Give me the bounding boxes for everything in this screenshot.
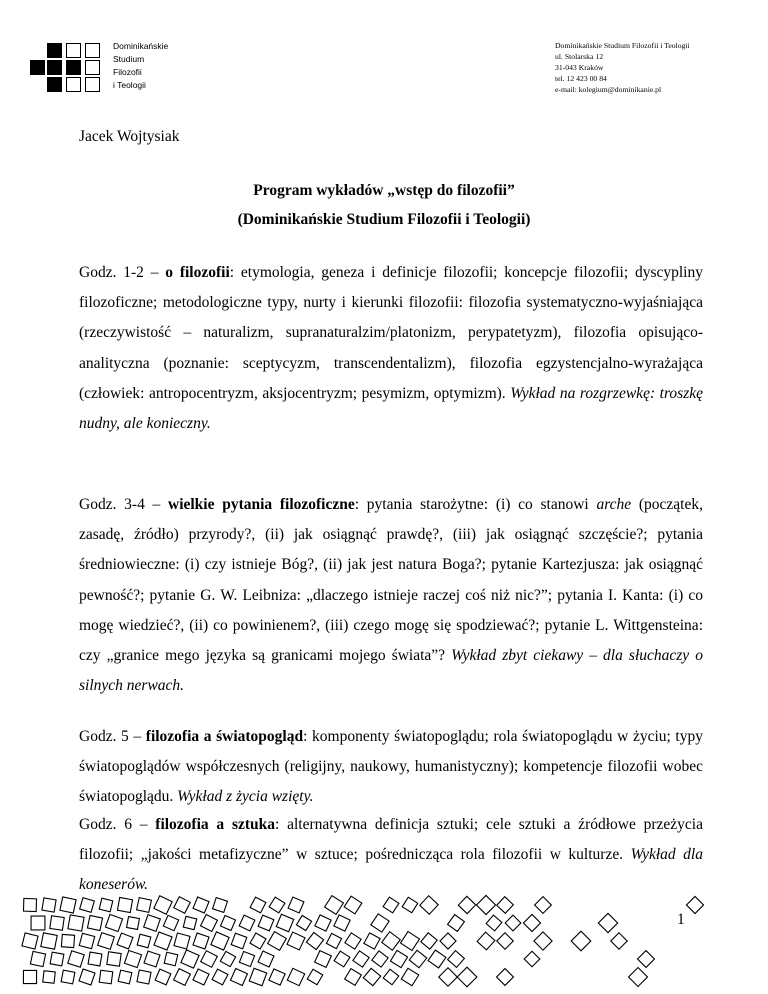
decorative-square	[220, 915, 235, 930]
logo-square	[85, 60, 100, 75]
section-note: Wykład na rozgrzewkę: troszkę nudny, ale konieczny.	[79, 384, 703, 433]
logo-text-line: Dominikańskie	[113, 41, 169, 51]
decorative-square	[193, 969, 209, 985]
decorative-square	[79, 933, 94, 948]
decorative-square	[629, 968, 648, 987]
decorative-square	[571, 931, 591, 951]
decorative-square	[353, 951, 369, 967]
contact-city: 31-043 Kraków	[555, 63, 604, 72]
decorative-square	[23, 970, 36, 983]
decorative-square	[611, 933, 627, 949]
decorative-square	[201, 915, 218, 932]
decorative-square	[638, 951, 655, 968]
decorative-square	[409, 950, 427, 968]
logo-square	[85, 43, 100, 58]
decorative-square	[201, 951, 218, 968]
section-paragraph	[79, 810, 703, 901]
decorative-square	[137, 970, 151, 984]
logo-square	[47, 77, 62, 92]
decorative-square	[440, 933, 456, 949]
author-name: Jacek Wojtysiak	[79, 128, 180, 145]
contact-institution: Dominikańskie Studium Filozofii i Teologii	[555, 41, 690, 50]
decorative-square	[212, 969, 228, 985]
decorative-square	[30, 951, 45, 966]
decorative-square	[22, 933, 38, 949]
section-lead: Godz. 1-2 –	[79, 264, 166, 281]
section-topic: filozofia a sztuka	[155, 816, 276, 833]
decorative-square	[249, 968, 267, 986]
decorative-square	[268, 932, 287, 951]
decorative-square	[174, 933, 190, 949]
logo	[30, 40, 190, 100]
decorative-square	[306, 932, 323, 949]
decorative-square	[99, 970, 113, 984]
decorative-square	[326, 933, 341, 948]
section-body: (początek, zasadę, źródło) przyrody?, (ii) jak osiągnąć prawdę?, (iii) jak osiągnąć szczęście?; pytania średniowieczne: (i) czy istnieje Bóg?, (ii) jak jest natura Boga?; pytanie Kartezjusza: jak osiągnąć pewność?; pytanie G. W. Leibniza: „dlaczego istnieje raczej coś niż nic?”; pytania I. Kanta: (i) co mogę wiedzieć?, (ii) co powinienem?, (iii) czego mogę się spodziewać?; pytanie L. Wittgensteina: czy „granice mego języka są granicami mojego świata”?	[79, 496, 703, 665]
decorative-square	[164, 952, 178, 966]
decorative-square	[486, 915, 502, 931]
contact-street: ul. Stolarska 12	[555, 52, 604, 61]
decorative-square	[98, 933, 115, 950]
section-topic: filozofia a światopogląd	[145, 728, 304, 745]
decorative-square	[287, 968, 304, 985]
decorative-square	[276, 914, 293, 931]
decorative-square	[220, 951, 235, 966]
decorative-square	[155, 969, 171, 985]
decorative-square	[183, 916, 196, 929]
decorative-square	[334, 915, 350, 931]
decorative-square	[497, 969, 514, 986]
decorative-square	[250, 933, 266, 949]
decorative-square	[137, 934, 151, 948]
decorative-square	[163, 915, 178, 930]
logo-square	[47, 43, 62, 58]
contact-phone: tel. 12 423 00 84	[555, 74, 607, 83]
logo-text-line: Filozofii	[113, 67, 142, 77]
logo-square	[66, 43, 81, 58]
section-body: : alternatywna definicja sztuki; cele sztuki a źródłowe przeżycia filozofii; „jakości metafizyczne” w sztuce; pośrednicząca rola filozofii w kulturze.	[79, 816, 703, 864]
decorative-square	[534, 932, 552, 950]
section-note: Wykład zbyt ciekawy – dla słuchaczy o silnych nerwach.	[79, 647, 703, 695]
decorative-square	[383, 969, 399, 985]
decorative-square	[211, 932, 229, 950]
decorative-square	[363, 968, 380, 985]
decorative-square	[107, 952, 121, 966]
decorative-square	[524, 951, 540, 967]
decorative-square	[296, 915, 311, 930]
decorative-square	[287, 932, 305, 950]
decorative-square	[477, 932, 495, 950]
decorative-square	[61, 934, 74, 947]
decorative-square	[334, 951, 350, 967]
decorative-square	[401, 932, 420, 951]
decorative-square	[124, 950, 141, 967]
section-lead: Godz. 5 –	[79, 728, 146, 745]
decorative-square	[42, 898, 56, 912]
decorative-square	[231, 933, 247, 949]
logo-square	[85, 77, 100, 92]
decorative-square	[79, 969, 95, 985]
decorative-square	[307, 969, 322, 984]
section-body: : etymologia, geneza i definicje filozofii; koncepcje filozofii; dyscypliny filozoficzne; metodologiczne typy, nurty i kierunki filozofii: filozofia systematyczno-wyjaśniająca (rzeczywistość – naturalizm, supranaturalzim/platonizm, perypatetyzm), filozofia opisująco-analityczna (poznanie: sceptycyzm, transcendentalizm), filozofia egzystencjalno-wyrażająca (człowiek: antropocentryzm, aksjocentryzm; pesymizm, optymizm).	[79, 264, 703, 402]
logo-square	[66, 60, 81, 75]
decorative-square	[181, 950, 199, 968]
section-paragraph	[79, 258, 703, 439]
section-paragraph	[79, 722, 703, 813]
section-note: Wykład z życia wzięty.	[177, 788, 314, 806]
section-lead: Godz. 6 –	[79, 816, 156, 833]
page-number: 1	[677, 911, 685, 928]
decorative-square	[371, 914, 389, 932]
decorative-square	[174, 969, 191, 986]
decorative-square	[105, 914, 122, 931]
decorative-square	[505, 915, 521, 931]
logo-square	[30, 60, 45, 75]
decorative-square	[345, 969, 362, 986]
decorative-square	[382, 932, 401, 951]
decorative-square	[127, 917, 140, 930]
decorative-square	[31, 916, 45, 930]
contact-email[interactable]: e-mail: kolegium@dominikanie.pl	[555, 85, 662, 94]
section-note: Wykład dla koneserów.	[79, 846, 703, 894]
logo-square	[66, 77, 81, 92]
decorative-square	[269, 969, 285, 985]
decorative-square	[448, 915, 465, 932]
logo-text-line: Studium	[113, 54, 145, 64]
decorative-square	[193, 933, 209, 949]
decorative-square	[457, 967, 477, 987]
decorative-square	[117, 933, 133, 949]
decorative-square	[315, 951, 332, 968]
document-subtitle: (Dominikańskie Studium Filozofii i Teologii)	[237, 211, 531, 228]
decorative-square	[118, 970, 132, 984]
decorative-square	[258, 915, 274, 931]
decorative-square	[315, 915, 331, 931]
decorative-square	[448, 951, 465, 968]
arche-term: arche	[596, 496, 632, 513]
decorative-square	[239, 951, 254, 966]
document-title: Program wykładów „wstęp do filozofii”	[253, 182, 515, 199]
decorative-square	[50, 916, 64, 930]
decorative-square	[345, 933, 361, 949]
decorative-square	[23, 898, 36, 911]
section-body: : komponenty światopoglądu; rola światopoglądu w życiu; typy światopoglądów współczesnych (religijny, naukowy, humanistyczny); kompetencje filozofii wobec światopoglądu.	[79, 728, 703, 806]
decorative-square	[401, 968, 418, 985]
section-paragraph	[79, 490, 703, 701]
decorative-square	[258, 951, 274, 967]
decorative-square	[231, 969, 248, 986]
decorative-square	[428, 950, 446, 968]
logo-text-line: i Teologii	[113, 80, 146, 90]
decorative-square	[41, 933, 57, 949]
decorative-square	[43, 971, 56, 984]
decorative-square	[372, 951, 388, 967]
decorative-square	[88, 952, 102, 966]
decorative-square	[144, 915, 161, 932]
decorative-square	[60, 897, 76, 913]
decorative-square	[523, 914, 540, 931]
decorative-square	[439, 968, 458, 987]
section-topic: o filozofii	[165, 264, 230, 281]
decorative-square	[68, 915, 84, 931]
decorative-square	[61, 970, 75, 984]
decorative-square	[598, 913, 617, 932]
decorative-square	[239, 915, 255, 931]
section-topic: wielkie pytania filozoficzne	[168, 496, 355, 513]
decorative-square	[50, 952, 64, 966]
decorative-square	[154, 932, 172, 950]
decorative-square	[390, 950, 407, 967]
decorative-square	[87, 915, 102, 930]
section-body: : pytania starożytne: (i) co stanowi	[354, 496, 597, 513]
decorative-square	[421, 933, 437, 949]
decorative-square	[364, 933, 380, 949]
contact-block	[555, 40, 690, 95]
decorative-square	[68, 951, 84, 967]
section-lead: Godz. 3-4 –	[79, 496, 168, 513]
decorative-square	[497, 933, 514, 950]
logo-square	[47, 60, 62, 75]
decorative-square	[144, 951, 160, 967]
